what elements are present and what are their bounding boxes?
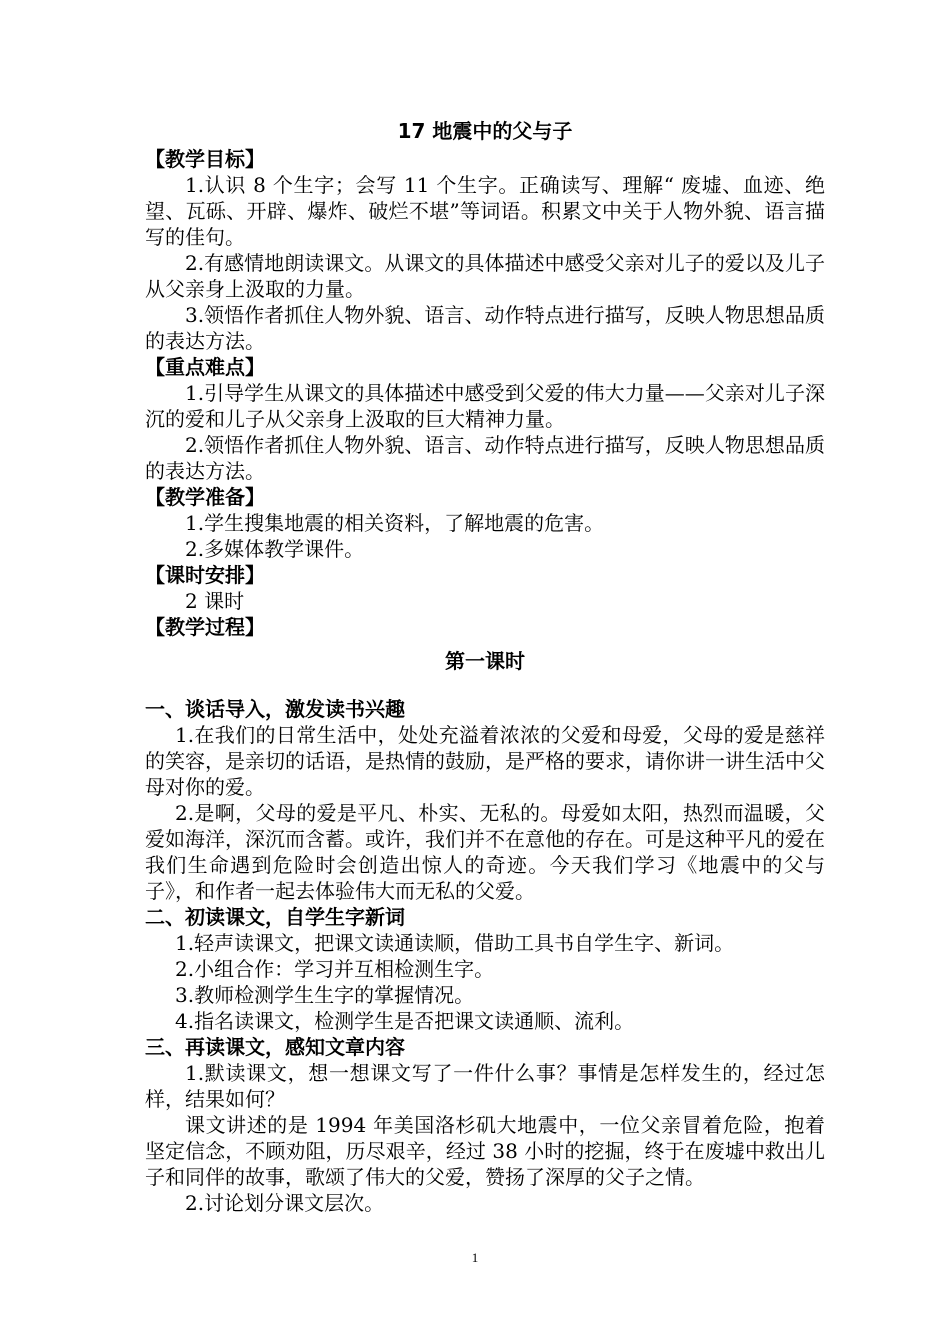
keypoint-item: 2.领悟作者抓住人物外貌、语言、动作特点进行描写，反映人物思想品质的表达方法。: [145, 433, 825, 483]
prep-item: 2.多媒体教学课件。: [185, 537, 365, 561]
part3-heading: 三、再读课文，感知文章内容: [145, 1035, 405, 1059]
part2-item: 1.轻声读课文，把课文读通读顺，借助工具书自学生字、新词。: [175, 931, 735, 955]
goals-heading: 【教学目标】: [145, 147, 265, 171]
goal-item: 3.领悟作者抓住人物外貌、语言、动作特点进行描写，反映人物思想品质的表达方法。: [145, 303, 825, 353]
goal-item: 2.有感情地朗读课文。从课文的具体描述中感受父亲对儿子的爱以及儿子从父亲身上汲取的力量。: [145, 251, 825, 301]
schedule-heading: 【课时安排】: [145, 563, 265, 587]
page-number: 1: [471, 1250, 479, 1265]
process-heading: 【教学过程】: [145, 615, 265, 639]
part2-heading: 二、初读课文，自学生字新词: [145, 905, 405, 929]
part2-item: 2.小组合作：学习并互相检测生字。: [175, 957, 495, 981]
goal-item: 1.认识 8 个生字；会写 11 个生字。正确读写、理解“ 废墟、血迹、绝望、瓦砾、开辟、爆炸、破烂不堪”等词语。积累文中关于人物外貌、语言描写的佳句。: [145, 173, 825, 249]
page-title: 17 地震中的父与子: [397, 119, 573, 143]
prep-heading: 【教学准备】: [145, 485, 265, 509]
prep-item: 1.学生搜集地震的相关资料，了解地震的危害。: [185, 511, 605, 535]
part1-heading: 一、谈话导入，激发读书兴趣: [145, 697, 405, 721]
lesson-title: 第一课时: [445, 649, 525, 673]
part2-item: 4.指名读课文，检测学生是否把课文读通顺、流利。: [175, 1009, 635, 1033]
keypoints-heading: 【重点难点】: [145, 355, 265, 379]
part3-item: 课文讲述的是 1994 年美国洛杉矶大地震中，一位父亲冒着危险，抱着坚定信念，不顾劝阻，历尽艰辛，经过 38 小时的挖掘，终于在废墟中救出儿子和同伴的故事，歌颂了伟大的父爱，赞扬了深厚的父子之情。: [145, 1113, 825, 1189]
part3-item: 1.默读课文，想一想课文写了一件什么事？事情是怎样发生的，经过怎样，结果如何？: [145, 1061, 825, 1111]
document-page: [145, 118, 825, 1216]
part1-item: 2.是啊，父母的爱是平凡、朴实、无私的。母爱如太阳，热烈而温暖，父爱如海洋，深沉而含蓄。或许，我们并不在意他的存在。可是这种平凡的爱在我们生命遇到危险时会创造出惊人的奇迹。今天我们学习《地震中的父与子》，和作者一起去体验伟大而无私的父爱。: [145, 801, 825, 903]
part1-item: 1.在我们的日常生活中，处处充溢着浓浓的父爱和母爱，父母的爱是慈祥的笑容，是亲切的话语，是热情的鼓励，是严格的要求，请你讲一讲生活中父母对你的爱。: [145, 723, 825, 799]
keypoint-item: 1.引导学生从课文的具体描述中感受到父爱的伟大力量——父亲对儿子深沉的爱和儿子从父亲身上汲取的巨大精神力量。: [145, 381, 825, 431]
part3-item: 2.讨论划分课文层次。: [185, 1191, 385, 1215]
part2-item: 3.教师检测学生生字的掌握情况。: [175, 983, 475, 1007]
schedule-text: 2 课时: [185, 589, 245, 613]
